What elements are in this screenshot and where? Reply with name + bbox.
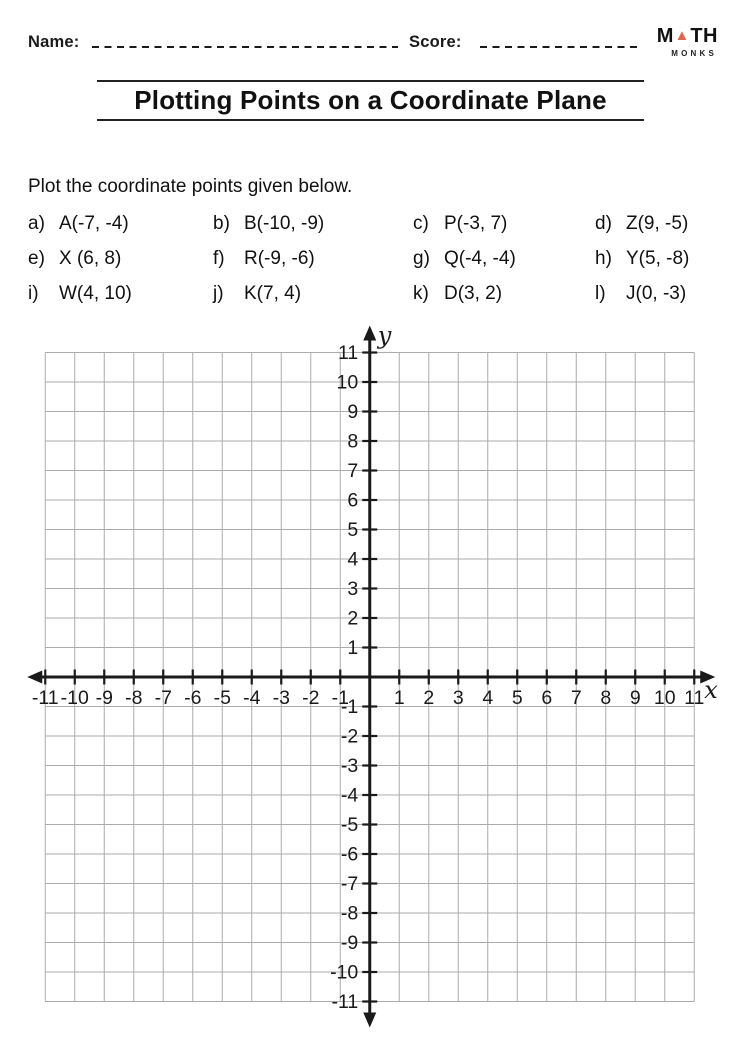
problem-key: l) — [595, 283, 606, 304]
svg-text:4: 4 — [347, 548, 359, 571]
svg-text:9: 9 — [629, 687, 641, 709]
problem-item-f — [213, 241, 413, 276]
svg-text:-8: -8 — [125, 687, 143, 709]
svg-text:4: 4 — [482, 687, 494, 709]
svg-text:-5: -5 — [340, 814, 359, 836]
problem-item-d — [595, 206, 728, 241]
problem-point: Z(9, -5) — [626, 213, 689, 234]
svg-text:8: 8 — [600, 687, 612, 709]
svg-text:-4: -4 — [243, 687, 261, 709]
problem-key: h) — [595, 248, 612, 269]
problem-key: b) — [213, 213, 230, 234]
svg-text:11: 11 — [338, 342, 359, 364]
problem-point: K(7, 4) — [244, 283, 302, 304]
problem-item-e — [28, 241, 213, 276]
problem-key: c) — [413, 213, 429, 234]
page-title: Plotting Points on a Coordinate Plane — [134, 85, 607, 115]
svg-text:10: 10 — [336, 371, 359, 394]
svg-text:-1: -1 — [331, 687, 349, 709]
problem-point: D(3, 2) — [444, 283, 503, 304]
score-label: Score: — [409, 33, 462, 51]
problem-key: d) — [595, 213, 612, 234]
svg-text:-2: -2 — [302, 687, 320, 709]
problem-key: j) — [213, 283, 224, 304]
problem-key: k) — [413, 283, 429, 304]
problem-key: f) — [213, 248, 225, 269]
score-fill-in-line[interactable] — [480, 46, 638, 48]
svg-text:6: 6 — [347, 489, 359, 512]
problem-key: a) — [28, 213, 45, 234]
problem-key: i) — [28, 283, 39, 304]
logo-text-th: TH — [690, 25, 718, 47]
name-fill-in-line[interactable] — [92, 46, 398, 48]
svg-text:-6: -6 — [184, 687, 202, 709]
svg-text:-7: -7 — [154, 687, 172, 709]
instruction-text: Plot the coordinate points given below. — [28, 176, 353, 197]
logo-text-m: M — [656, 25, 674, 47]
math-monks-logo — [650, 26, 718, 58]
problem-item-l — [595, 276, 728, 311]
svg-text:11: 11 — [684, 687, 705, 709]
problem-point: A(-7, -4) — [59, 213, 129, 234]
svg-text:2: 2 — [423, 687, 435, 709]
svg-text:x: x — [704, 676, 718, 704]
svg-text:-6: -6 — [340, 843, 359, 866]
problem-key: e) — [28, 248, 45, 269]
svg-text:7: 7 — [347, 460, 359, 482]
svg-text:-8: -8 — [340, 902, 359, 925]
problem-point: P(-3, 7) — [444, 213, 508, 234]
svg-text:6: 6 — [541, 687, 553, 709]
problem-item-k — [413, 276, 595, 311]
svg-text:-10: -10 — [330, 961, 359, 984]
problem-item-g — [413, 241, 595, 276]
logo-triangle-icon: ▲ — [674, 26, 690, 44]
svg-text:10: 10 — [653, 687, 676, 709]
problem-item-j — [213, 276, 413, 311]
title-block — [97, 80, 644, 121]
svg-text:5: 5 — [511, 687, 523, 709]
svg-text:-11: -11 — [31, 687, 59, 709]
problem-item-b — [213, 206, 413, 241]
svg-text:-1: -1 — [340, 696, 359, 718]
problem-key: g) — [413, 248, 430, 269]
svg-text:-4: -4 — [340, 784, 359, 807]
svg-text:-5: -5 — [213, 687, 231, 709]
svg-text:-3: -3 — [340, 755, 359, 777]
problem-item-i — [28, 276, 213, 311]
svg-text:y: y — [377, 321, 392, 350]
svg-text:7: 7 — [570, 687, 582, 709]
problem-item-h — [595, 241, 728, 276]
svg-text:-11: -11 — [331, 991, 359, 1013]
svg-text:-3: -3 — [272, 687, 290, 709]
svg-text:5: 5 — [347, 519, 359, 541]
problem-point: X (6, 8) — [59, 248, 122, 269]
problem-list — [28, 206, 728, 311]
problem-point: Q(-4, -4) — [444, 248, 516, 269]
logo-wordmark — [657, 26, 718, 46]
svg-text:-7: -7 — [340, 873, 359, 895]
svg-text:-9: -9 — [95, 687, 113, 709]
problem-item-a — [28, 206, 213, 241]
svg-text:8: 8 — [347, 430, 359, 453]
logo-subtitle: MONKS — [671, 49, 717, 58]
svg-text:1: 1 — [347, 637, 359, 659]
problem-point: Y(5, -8) — [626, 248, 690, 269]
coordinate-plane[interactable] — [0, 315, 742, 1050]
svg-text:9: 9 — [347, 401, 359, 423]
name-label: Name: — [28, 33, 80, 51]
problem-point: B(-10, -9) — [244, 213, 325, 234]
problem-item-c — [413, 206, 595, 241]
problem-point: R(-9, -6) — [244, 248, 315, 269]
svg-text:-9: -9 — [340, 932, 359, 954]
svg-text:2: 2 — [347, 607, 359, 630]
svg-text:-2: -2 — [340, 725, 359, 748]
problem-point: W(4, 10) — [59, 283, 132, 304]
svg-text:1: 1 — [393, 687, 405, 709]
problem-point: J(0, -3) — [626, 283, 687, 304]
svg-text:-10: -10 — [60, 687, 89, 709]
svg-text:3: 3 — [452, 687, 464, 709]
svg-text:3: 3 — [347, 578, 359, 600]
